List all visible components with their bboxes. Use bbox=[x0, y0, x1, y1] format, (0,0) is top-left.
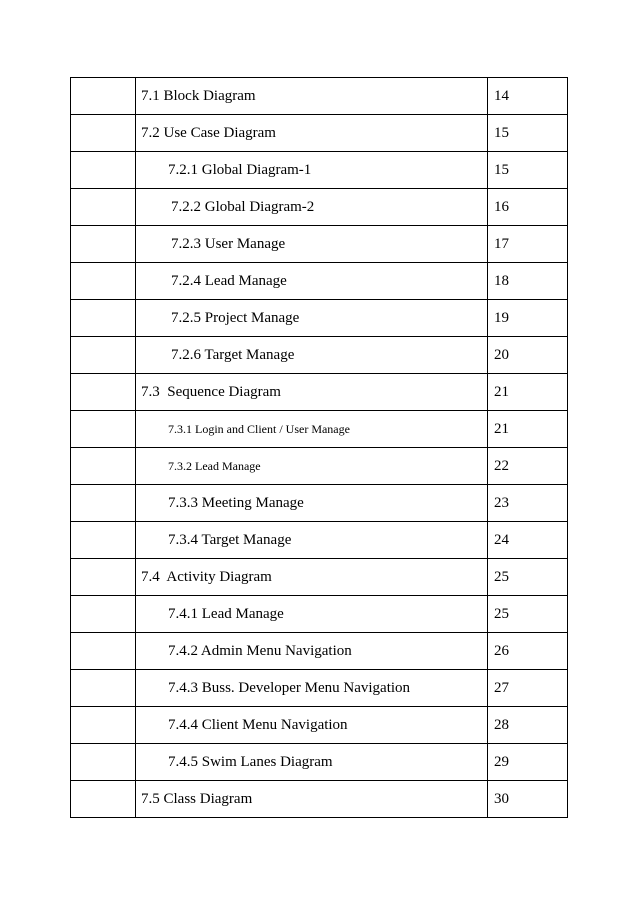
table-row bbox=[71, 559, 568, 596]
entry-page: 29 bbox=[488, 744, 568, 781]
entry-title: 7.2.5 Project Manage bbox=[136, 300, 488, 337]
blank-cell bbox=[71, 781, 136, 818]
blank-cell bbox=[71, 596, 136, 633]
entry-page: 20 bbox=[488, 337, 568, 374]
entry-title: 7.2.6 Target Manage bbox=[136, 337, 488, 374]
entry-page: 15 bbox=[488, 152, 568, 189]
entry-page: 28 bbox=[488, 707, 568, 744]
entry-page: 21 bbox=[488, 374, 568, 411]
entry-title: 7.2.4 Lead Manage bbox=[136, 263, 488, 300]
entry-page: 27 bbox=[488, 670, 568, 707]
table-row bbox=[71, 707, 568, 744]
table-row bbox=[71, 374, 568, 411]
entry-title: 7.3.4 Target Manage bbox=[136, 522, 488, 559]
entry-title: 7.3 Sequence Diagram bbox=[136, 374, 488, 411]
blank-cell bbox=[71, 337, 136, 374]
entry-title: 7.4 Activity Diagram bbox=[136, 559, 488, 596]
entry-title: 7.2.2 Global Diagram-2 bbox=[136, 189, 488, 226]
entry-title: 7.4.4 Client Menu Navigation bbox=[136, 707, 488, 744]
entry-title: 7.2 Use Case Diagram bbox=[136, 115, 488, 152]
blank-cell bbox=[71, 374, 136, 411]
table-row bbox=[71, 596, 568, 633]
table-row bbox=[71, 115, 568, 152]
blank-cell bbox=[71, 300, 136, 337]
blank-cell bbox=[71, 485, 136, 522]
entry-title: 7.3.3 Meeting Manage bbox=[136, 485, 488, 522]
table-row bbox=[71, 633, 568, 670]
blank-cell bbox=[71, 152, 136, 189]
table-row bbox=[71, 78, 568, 115]
entry-title: 7.4.5 Swim Lanes Diagram bbox=[136, 744, 488, 781]
table-row bbox=[71, 448, 568, 485]
table-row bbox=[71, 226, 568, 263]
blank-cell bbox=[71, 744, 136, 781]
entry-page: 18 bbox=[488, 263, 568, 300]
blank-cell bbox=[71, 78, 136, 115]
entry-title: 7.2.1 Global Diagram-1 bbox=[136, 152, 488, 189]
table-row bbox=[71, 300, 568, 337]
entry-page: 21 bbox=[488, 411, 568, 448]
entry-page: 25 bbox=[488, 559, 568, 596]
table-row bbox=[71, 670, 568, 707]
entry-title: 7.3.2 Lead Manage bbox=[136, 448, 488, 485]
blank-cell bbox=[71, 411, 136, 448]
entry-page: 23 bbox=[488, 485, 568, 522]
blank-cell bbox=[71, 559, 136, 596]
blank-cell bbox=[71, 115, 136, 152]
blank-cell bbox=[71, 226, 136, 263]
table-row bbox=[71, 781, 568, 818]
table-row bbox=[71, 152, 568, 189]
entry-page: 22 bbox=[488, 448, 568, 485]
entry-title: 7.4.2 Admin Menu Navigation bbox=[136, 633, 488, 670]
entry-title: 7.5 Class Diagram bbox=[136, 781, 488, 818]
entry-title: 7.2.3 User Manage bbox=[136, 226, 488, 263]
table-row bbox=[71, 337, 568, 374]
blank-cell bbox=[71, 189, 136, 226]
blank-cell bbox=[71, 707, 136, 744]
entry-title: 7.4.3 Buss. Developer Menu Navigation bbox=[136, 670, 488, 707]
blank-cell bbox=[71, 263, 136, 300]
table-row bbox=[71, 744, 568, 781]
entry-page: 25 bbox=[488, 596, 568, 633]
table-row bbox=[71, 522, 568, 559]
blank-cell bbox=[71, 522, 136, 559]
entry-title: 7.1 Block Diagram bbox=[136, 78, 488, 115]
entry-page: 19 bbox=[488, 300, 568, 337]
blank-cell bbox=[71, 670, 136, 707]
table-row bbox=[71, 263, 568, 300]
table-row bbox=[71, 189, 568, 226]
table-row bbox=[71, 485, 568, 522]
blank-cell bbox=[71, 633, 136, 670]
entry-title: 7.4.1 Lead Manage bbox=[136, 596, 488, 633]
table-of-contents bbox=[70, 77, 568, 818]
table-row bbox=[71, 411, 568, 448]
entry-page: 14 bbox=[488, 78, 568, 115]
entry-page: 16 bbox=[488, 189, 568, 226]
entry-page: 24 bbox=[488, 522, 568, 559]
entry-page: 26 bbox=[488, 633, 568, 670]
blank-cell bbox=[71, 448, 136, 485]
entry-page: 30 bbox=[488, 781, 568, 818]
entry-title: 7.3.1 Login and Client / User Manage bbox=[136, 411, 488, 448]
entry-page: 17 bbox=[488, 226, 568, 263]
entry-page: 15 bbox=[488, 115, 568, 152]
